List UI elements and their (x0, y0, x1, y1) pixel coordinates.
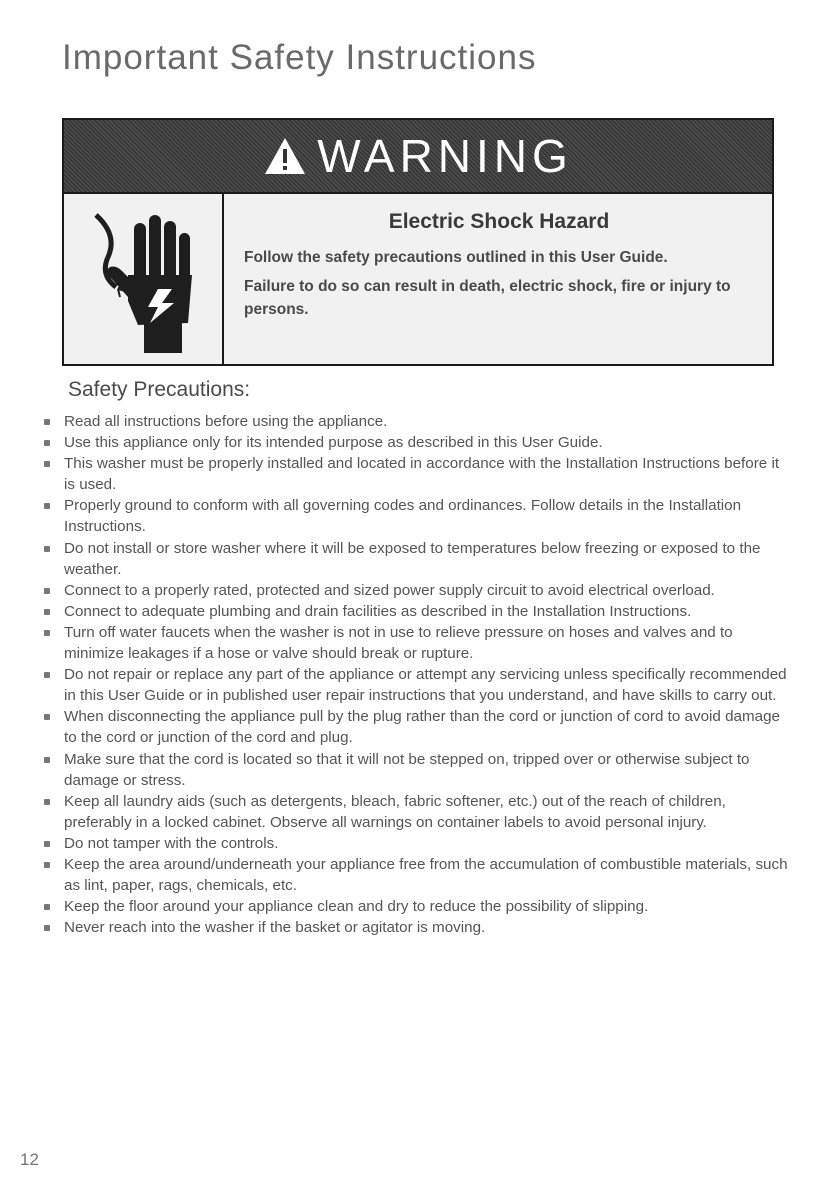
bullet-icon (44, 630, 50, 636)
page-number: 12 (20, 1150, 39, 1169)
list-item (44, 411, 794, 432)
bullet-icon (44, 925, 50, 931)
list-item-text: Keep the area around/underneath your appliance free from the accumulation of combustible materials, such as lint, paper, rags, chemicals, etc. (64, 855, 788, 895)
list-item (44, 896, 794, 917)
list-item-text: Connect to adequate plumbing and drain facilities as described in the Installation Instructions. (64, 602, 692, 620)
bullet-icon (44, 862, 50, 868)
list-item-text: Connect to a properly rated, protected and sized power supply circuit to avoid electrical overload. (64, 581, 715, 599)
list-item (44, 664, 794, 706)
electric-shock-hand-icon (88, 205, 198, 355)
list-item-text: Do not tamper with the controls. (64, 834, 279, 852)
bullet-icon (44, 799, 50, 805)
list-item (44, 854, 794, 896)
list-item (44, 833, 794, 854)
list-item (44, 622, 794, 664)
bullet-icon (44, 757, 50, 763)
list-item-text: Use this appliance only for its intended purpose as described in this User Guide. (64, 434, 603, 452)
bullet-icon (44, 672, 50, 678)
list-item (44, 749, 794, 791)
list-item (44, 706, 794, 748)
page-title: Important Safety Instructions (62, 38, 537, 77)
bullet-icon (44, 440, 50, 446)
bullet-icon (44, 503, 50, 509)
precautions-list (44, 411, 794, 938)
list-item (44, 495, 794, 537)
warning-title: WARNING (317, 130, 573, 182)
bullet-icon (44, 419, 50, 425)
list-item-text: When disconnecting the appliance pull by the plug rather than the cord or junction of cord to avoid damage to the cord or junction of the cord and plug. (64, 708, 780, 747)
list-item (44, 791, 794, 833)
hazard-line-2: Failure to do so can result in death, electric shock, fire or injury to persons. (244, 278, 731, 318)
list-item (44, 538, 794, 580)
list-item (44, 580, 794, 601)
list-item (44, 917, 794, 938)
warning-triangle-icon (263, 136, 307, 176)
bullet-icon (44, 609, 50, 615)
hazard-line-1: Follow the safety precautions outlined in this User Guide. (244, 249, 668, 266)
list-item (44, 432, 794, 453)
warning-box (62, 118, 774, 366)
list-item-text: Never reach into the washer if the basket or agitator is moving. (64, 919, 486, 937)
bullet-icon (44, 588, 50, 594)
section-title: Safety Precautions: (68, 378, 251, 401)
list-item-text: Do not install or store washer where it will be exposed to temperatures below freezing or exposed to the weather. (64, 539, 761, 578)
list-item-text: Read all instructions before using the appliance. (64, 413, 388, 430)
bullet-icon (44, 714, 50, 720)
list-item-text: Turn off water faucets when the washer is not in use to relieve pressure on hoses and valves and to minimize leakages if a hose or valve should break or rupture. (64, 623, 733, 663)
hazard-title: Electric Shock Hazard (388, 210, 610, 233)
list-item-text: Keep all laundry aids (such as detergents, bleach, fabric softener, etc.) out of the reach of children, preferably in a locked cabinet. Observe all warnings on container labels to avoid personal injury. (64, 792, 726, 831)
bullet-icon (44, 461, 50, 467)
bullet-icon (44, 546, 50, 552)
list-item-text: Properly ground to conform with all governing codes and ordinances. Follow details in the Installation Instructions. (64, 497, 742, 536)
bullet-icon (44, 904, 50, 910)
list-item-text: Do not repair or replace any part of the appliance or attempt any servicing unless specifically recommended in this User Guide or in published user repair instructions that you understand, and have skills to carry out. (64, 666, 787, 705)
list-item-text: Keep the floor around your appliance clean and dry to reduce the possibility of slipping. (64, 898, 649, 916)
list-item (44, 601, 794, 622)
warning-header (64, 120, 772, 194)
list-item-text: Make sure that the cord is located so that it will not be stepped on, tripped over or otherwise subject to damage or stress. (64, 750, 750, 789)
hand-cell (64, 194, 224, 366)
list-item (44, 453, 794, 495)
bullet-icon (44, 841, 50, 847)
list-item-text: This washer must be properly installed and located in accordance with the Installation Instructions before it is used. (64, 455, 780, 494)
